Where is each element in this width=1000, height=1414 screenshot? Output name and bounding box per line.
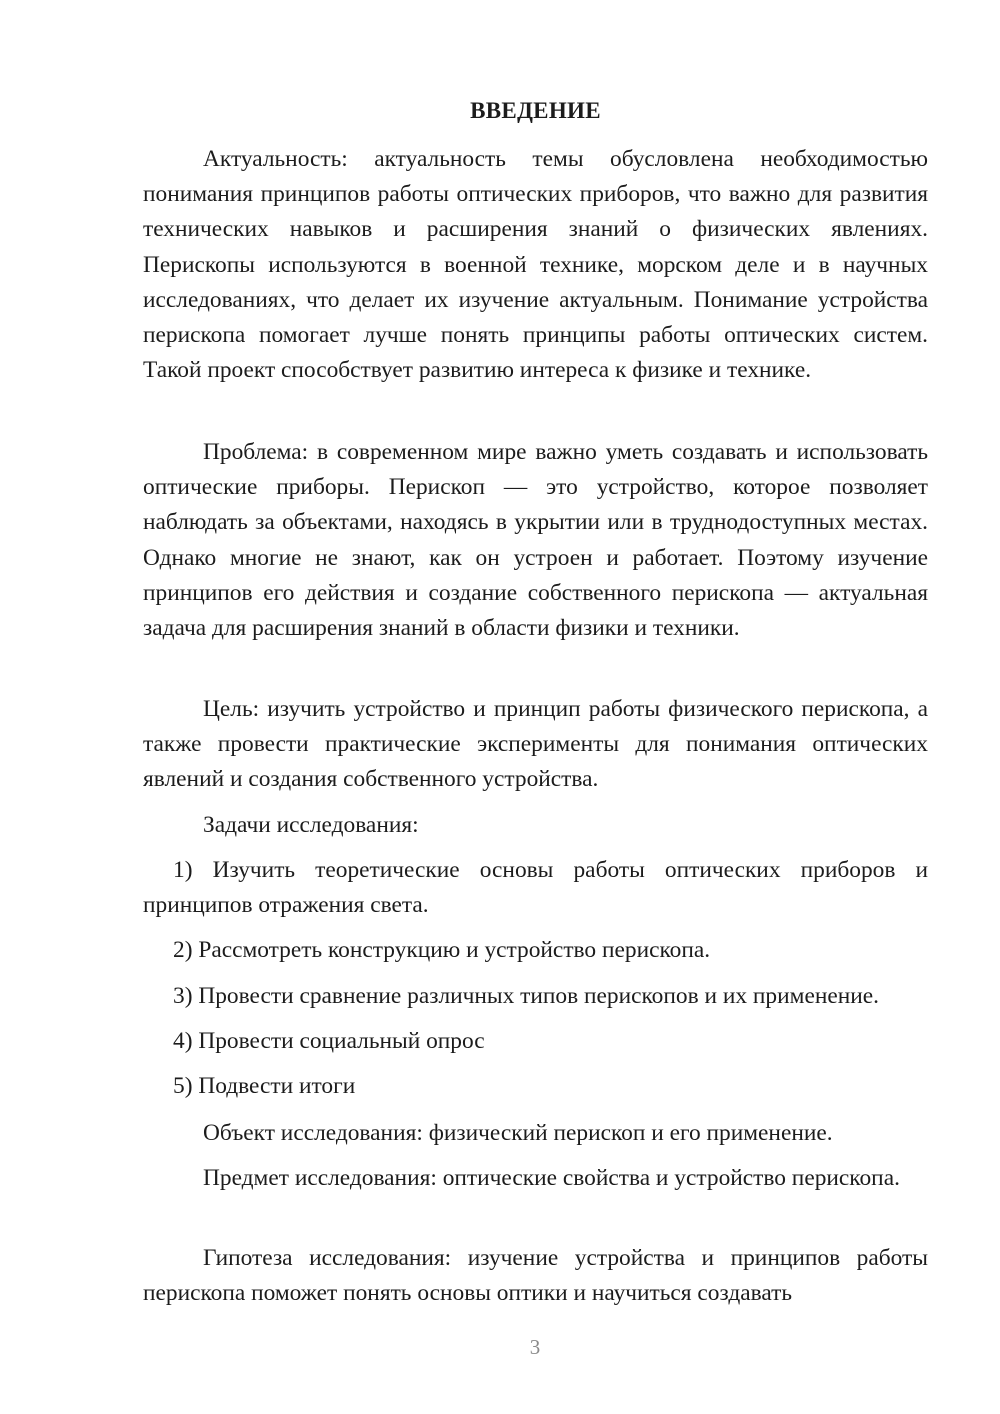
list-item-task-2: 2) Рассмотреть конструкцию и устройство перископа. — [173, 937, 711, 963]
paragraph-hypothesis: Гипотеза исследования: изучение устройства и принципов работы перископа поможет понять основы оптики и научиться создавать — [143, 1245, 928, 1307]
page-title: ВВЕДЕНИЕ — [470, 98, 601, 123]
tasks-heading: Задачи исследования: — [203, 812, 419, 838]
list-item-task-3: 3) Провести сравнение различных типов перископов и их применение. — [173, 983, 879, 1009]
paragraph-object: Объект исследования: физический перископ и его применение. — [203, 1120, 833, 1146]
list-item-task-4: 4) Провести социальный опрос — [173, 1028, 485, 1054]
list-item-task-5: 5) Подвести итоги — [173, 1073, 356, 1099]
paragraph-problem: Проблема: в современном мире важно уметь создавать и использовать оптические приборы. Перископ — это устройство, которое позволяет наблюдать за объектами, находясь в укрытии или в труднодоступных местах. Однако многие не знают, как он устроен и работает. Поэтому изучение принципов его действия и создание собственного перископа — актуальная задача для расширения знаний в области физики и техники. — [143, 439, 928, 642]
paragraph-relevance: Актуальность: актуальность темы обусловлена необходимостью понимания принципов работы оптических приборов, что важно для развития технических навыков и расширения знаний о физических явлениях. Перископы используются в военной технике, морском деле и в научных исследованиях, что делает их изучение актуальным. Понимание устройства перископа помогает лучше понять принципы работы оптических систем. Такой проект способствует развитию интереса к физике и технике. — [143, 146, 928, 384]
list-item-task-1: 1) Изучить теоретические основы работы оптических приборов и принципов отражения света. — [143, 857, 928, 919]
paragraph-goal: Цель: изучить устройство и принцип работы физического перископа, а также провести практические эксперименты для понимания оптических явлений и создания собственного устройства. — [143, 696, 928, 793]
paragraph-subject: Предмет исследования: оптические свойства и устройство перископа. — [203, 1165, 900, 1191]
page-number: 3 — [529, 1335, 541, 1359]
